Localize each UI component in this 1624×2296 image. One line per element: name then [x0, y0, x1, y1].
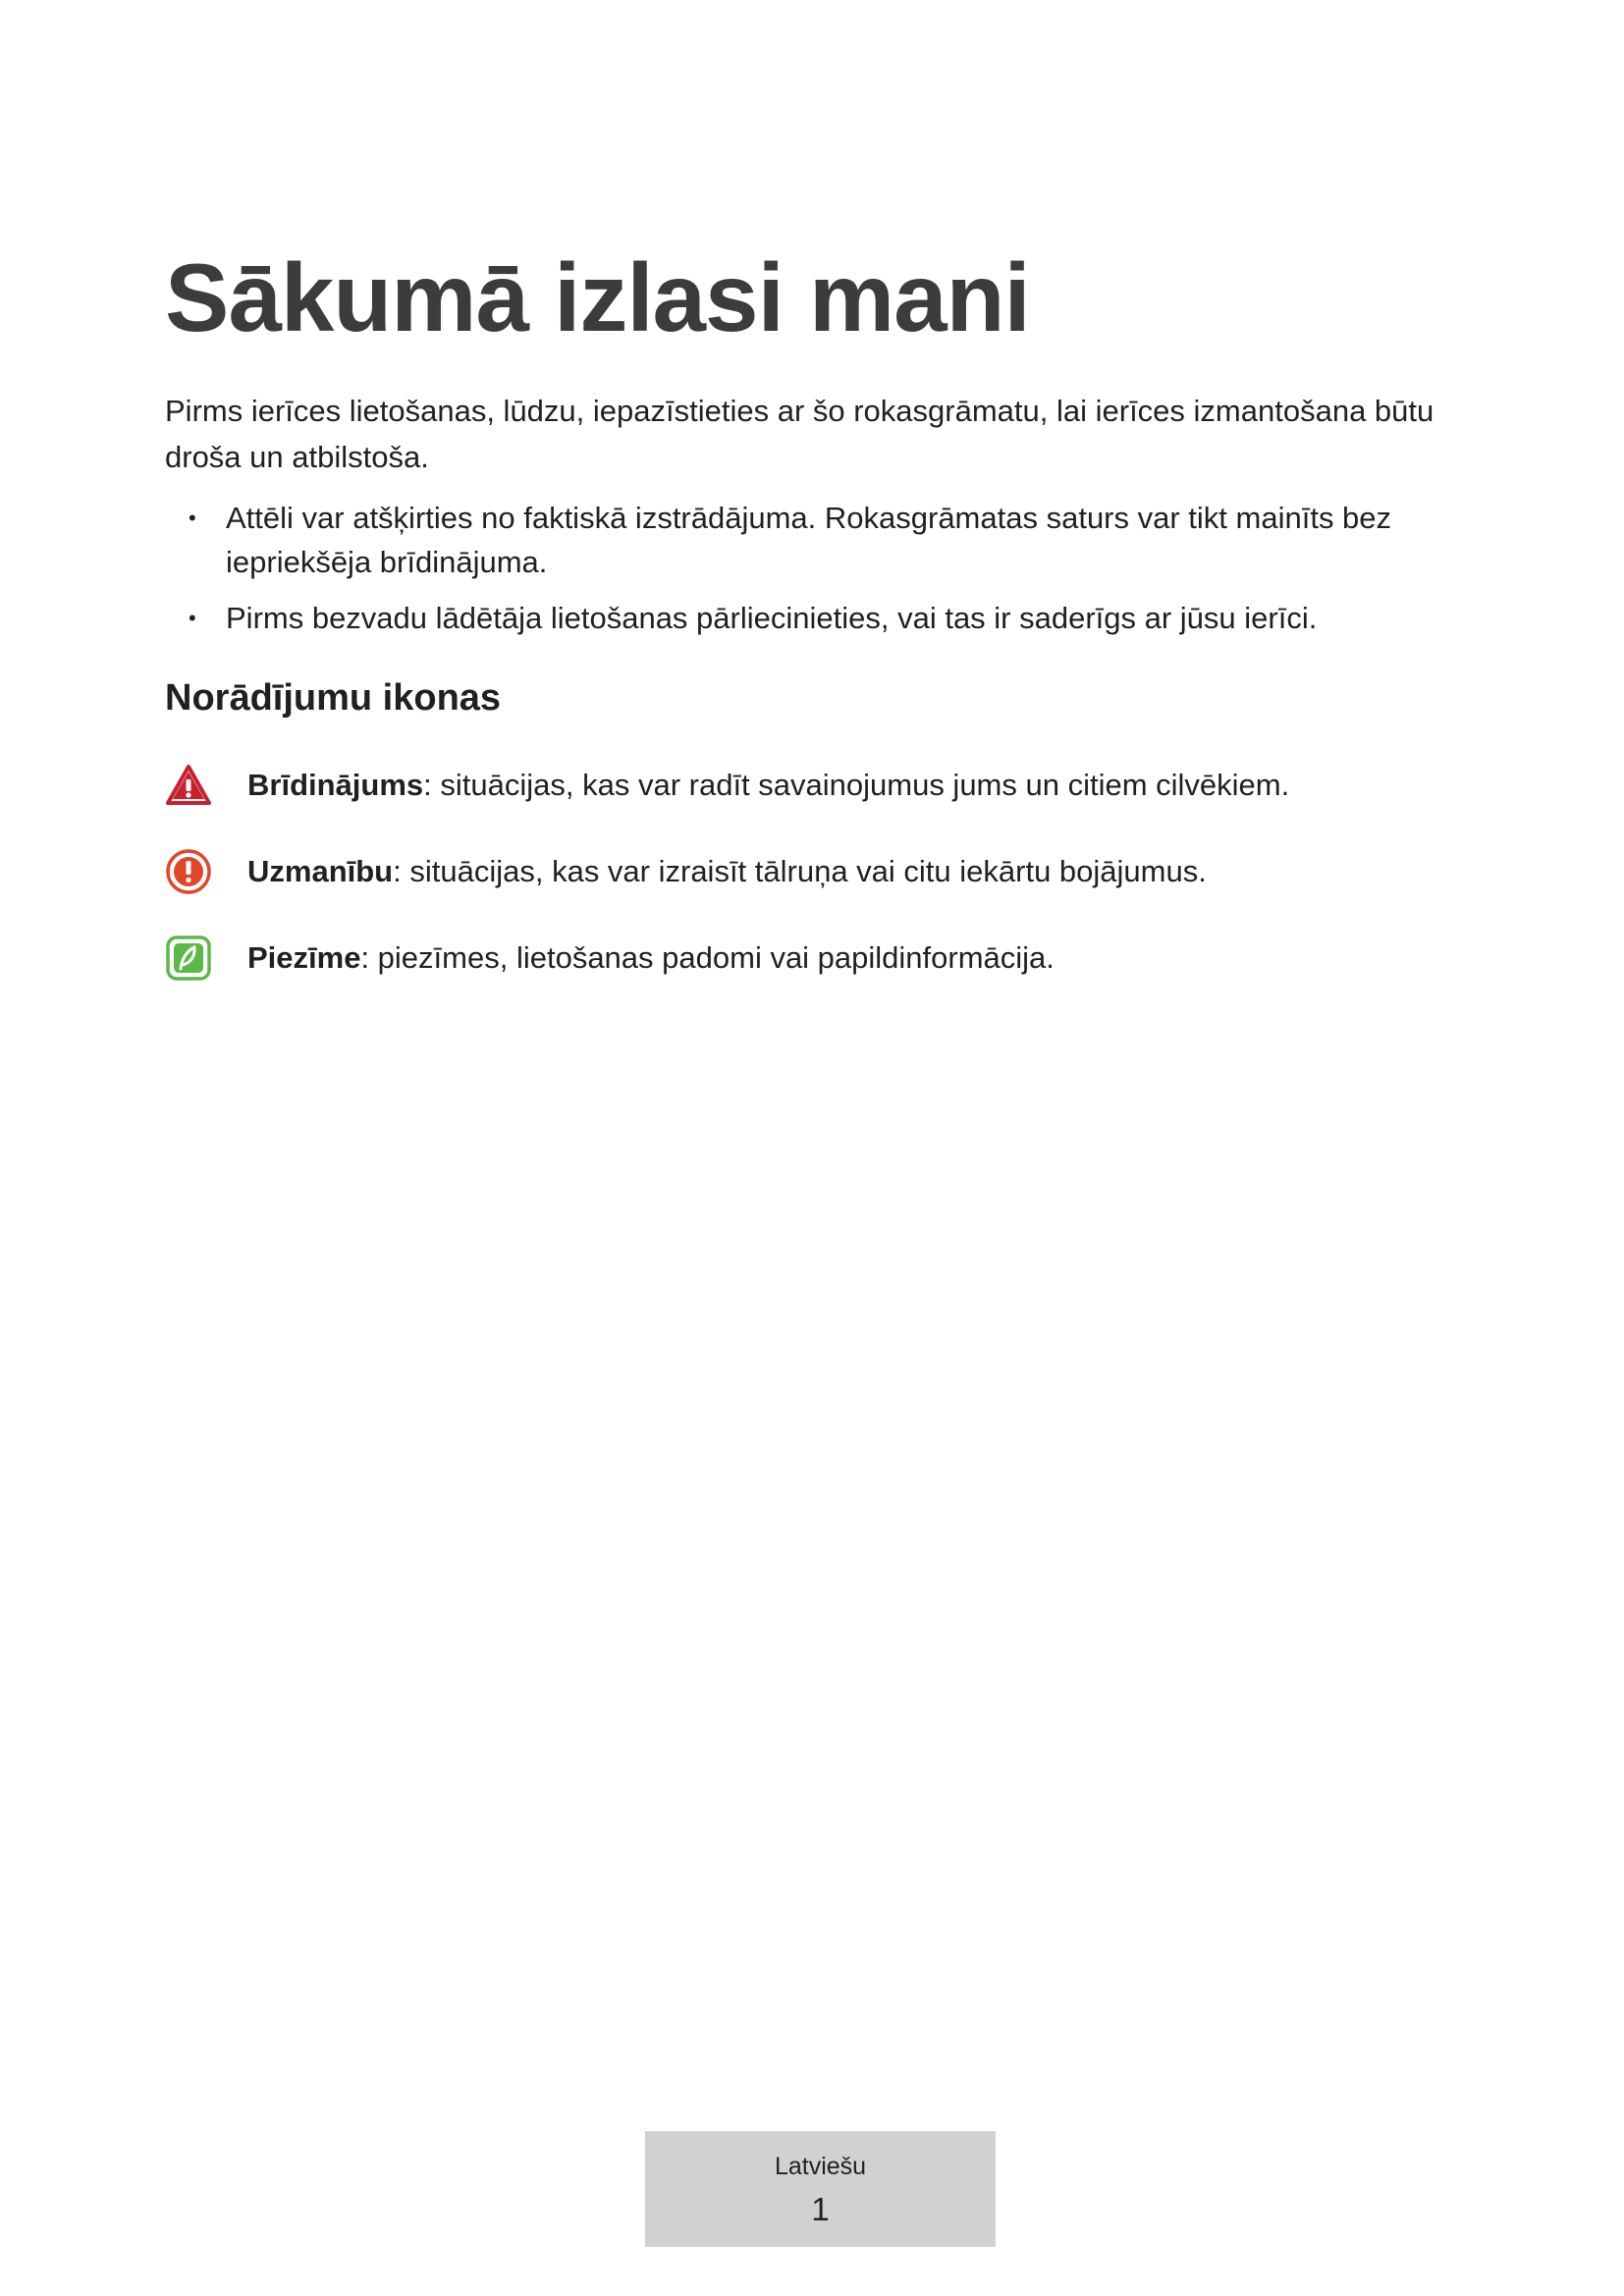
legend-description: : situācijas, kas var izraisīt tālruņa vai citu iekārtu bojājumus.: [393, 854, 1207, 888]
caution-icon: [165, 848, 212, 895]
bullet-text: Pirms bezvadu lādētāja lietošanas pārliecinieties, vai tas ir saderīgs ar jūsu ierīci.: [226, 601, 1318, 635]
icon-legend-warning: [165, 760, 1441, 811]
list-item: [165, 496, 1441, 584]
warning-icon: [165, 762, 212, 809]
list-item: [165, 596, 1441, 640]
bullet-dot: •: [189, 606, 196, 630]
legend-text: [247, 764, 1289, 807]
intro-paragraph: Pirms ierīces lietošanas, lūdzu, iepazīstieties ar šo rokasgrāmatu, lai ierīces izmantošana būtu droša un atbilstoša.: [165, 394, 1435, 474]
legend-description: : situācijas, kas var radīt savainojumus jums un citiem cilvēkiem.: [423, 768, 1290, 802]
legend-term: Uzmanību: [247, 854, 394, 888]
icon-legend-note: [165, 933, 1441, 984]
icon-legend-caution: [165, 846, 1441, 897]
legend-text: [247, 936, 1055, 980]
page-title: Sākumā izlasi mani: [165, 243, 1030, 351]
legend-description: : piezīmes, lietošanas padomi vai papildinformācija.: [360, 940, 1055, 975]
note-icon: [165, 934, 212, 982]
page-footer: [645, 2131, 996, 2247]
page-number: 1: [811, 2191, 830, 2227]
bullet-text: Attēli var atšķirties no faktiskā izstrādājuma. Rokasgrāmatas saturs var tikt mainīts bez iepriekšēja brīdinājuma.: [226, 501, 1392, 579]
section-heading: Norādījumu ikonas: [165, 677, 502, 719]
legend-term: Piezīme: [247, 940, 361, 975]
legend-text: [247, 850, 1207, 893]
bullet-list: [165, 496, 1441, 652]
legend-term: Brīdinājums: [247, 768, 424, 802]
footer-language: Latviešu: [774, 2153, 867, 2180]
bullet-dot: •: [189, 506, 196, 530]
